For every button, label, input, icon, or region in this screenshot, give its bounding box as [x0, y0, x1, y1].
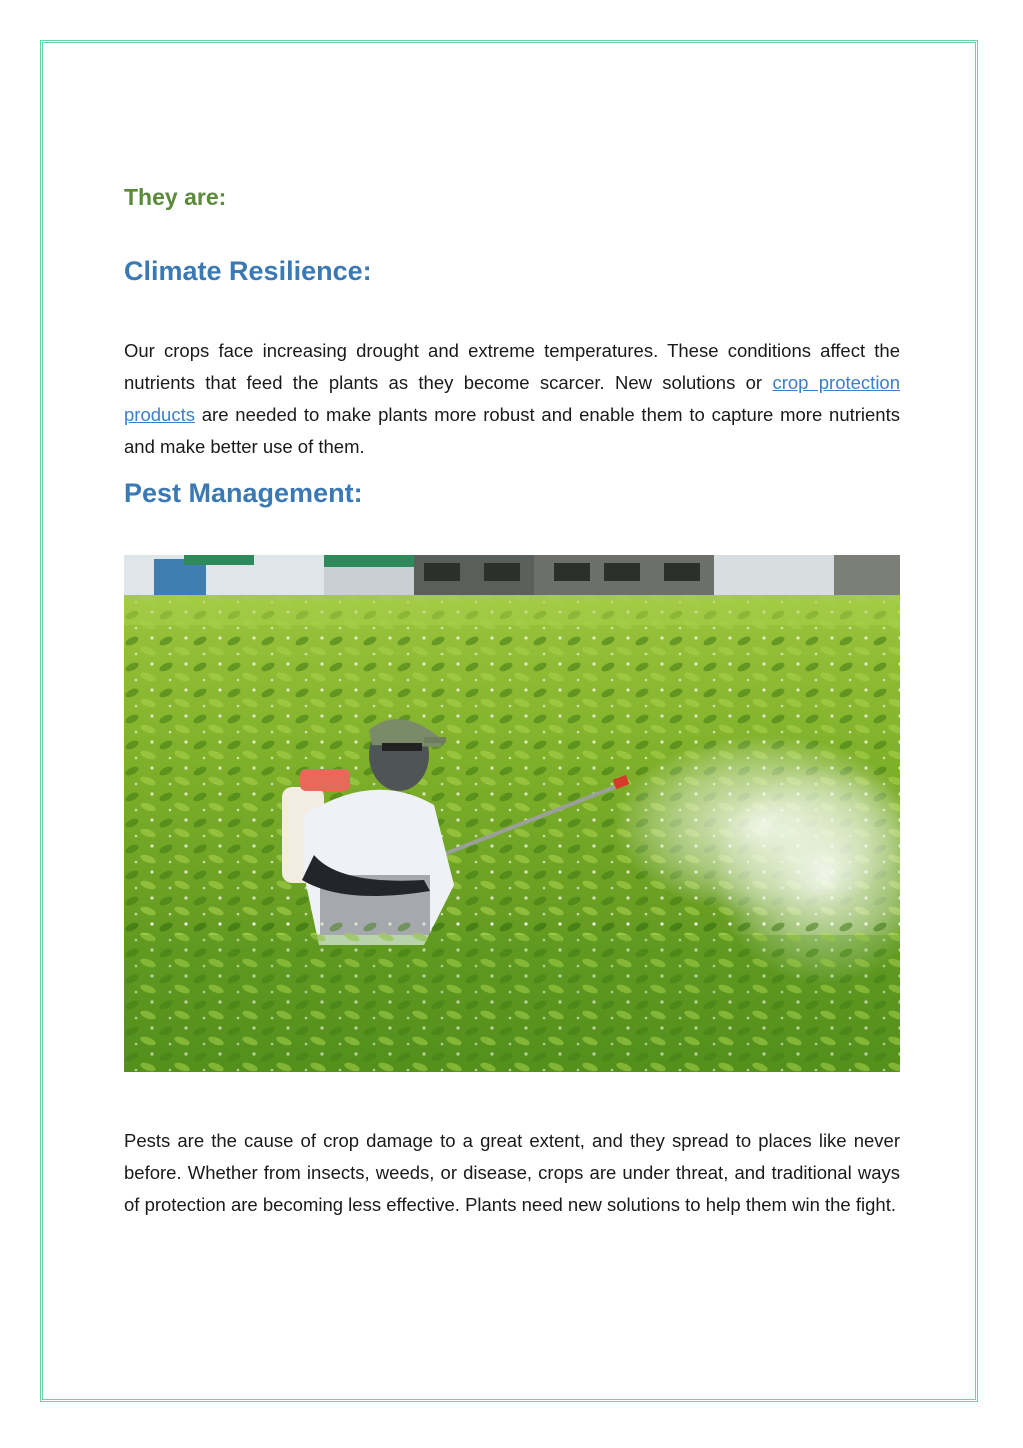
crop-protection-products-link[interactable]: crop protection products	[124, 372, 901, 425]
climate-text-before-link: Our crops face increasing drought and extreme temperatures. These conditions affect the nutrients that feed the plants as they become scarcer. New solutions or	[124, 340, 900, 393]
pest-management-heading: Pest Management:	[124, 478, 363, 508]
pest-management-paragraph: Pests are the cause of crop damage to a great extent, and they spread to places like never before. Whether from insects, weeds, or disease, crops are under threat, and traditional ways of protection are becoming less effective. Plants need new solutions to help them win the fight.	[124, 1130, 900, 1215]
farmer-spraying-crops-photo	[124, 555, 900, 1072]
climate-resilience-heading: Climate Resilience:	[124, 256, 372, 286]
intro-lead: They are:	[124, 184, 227, 210]
climate-resilience-paragraph	[124, 335, 900, 463]
climate-text-after-link: are needed to make plants more robust and enable them to capture more nutrients and make better use of them.	[124, 404, 900, 457]
